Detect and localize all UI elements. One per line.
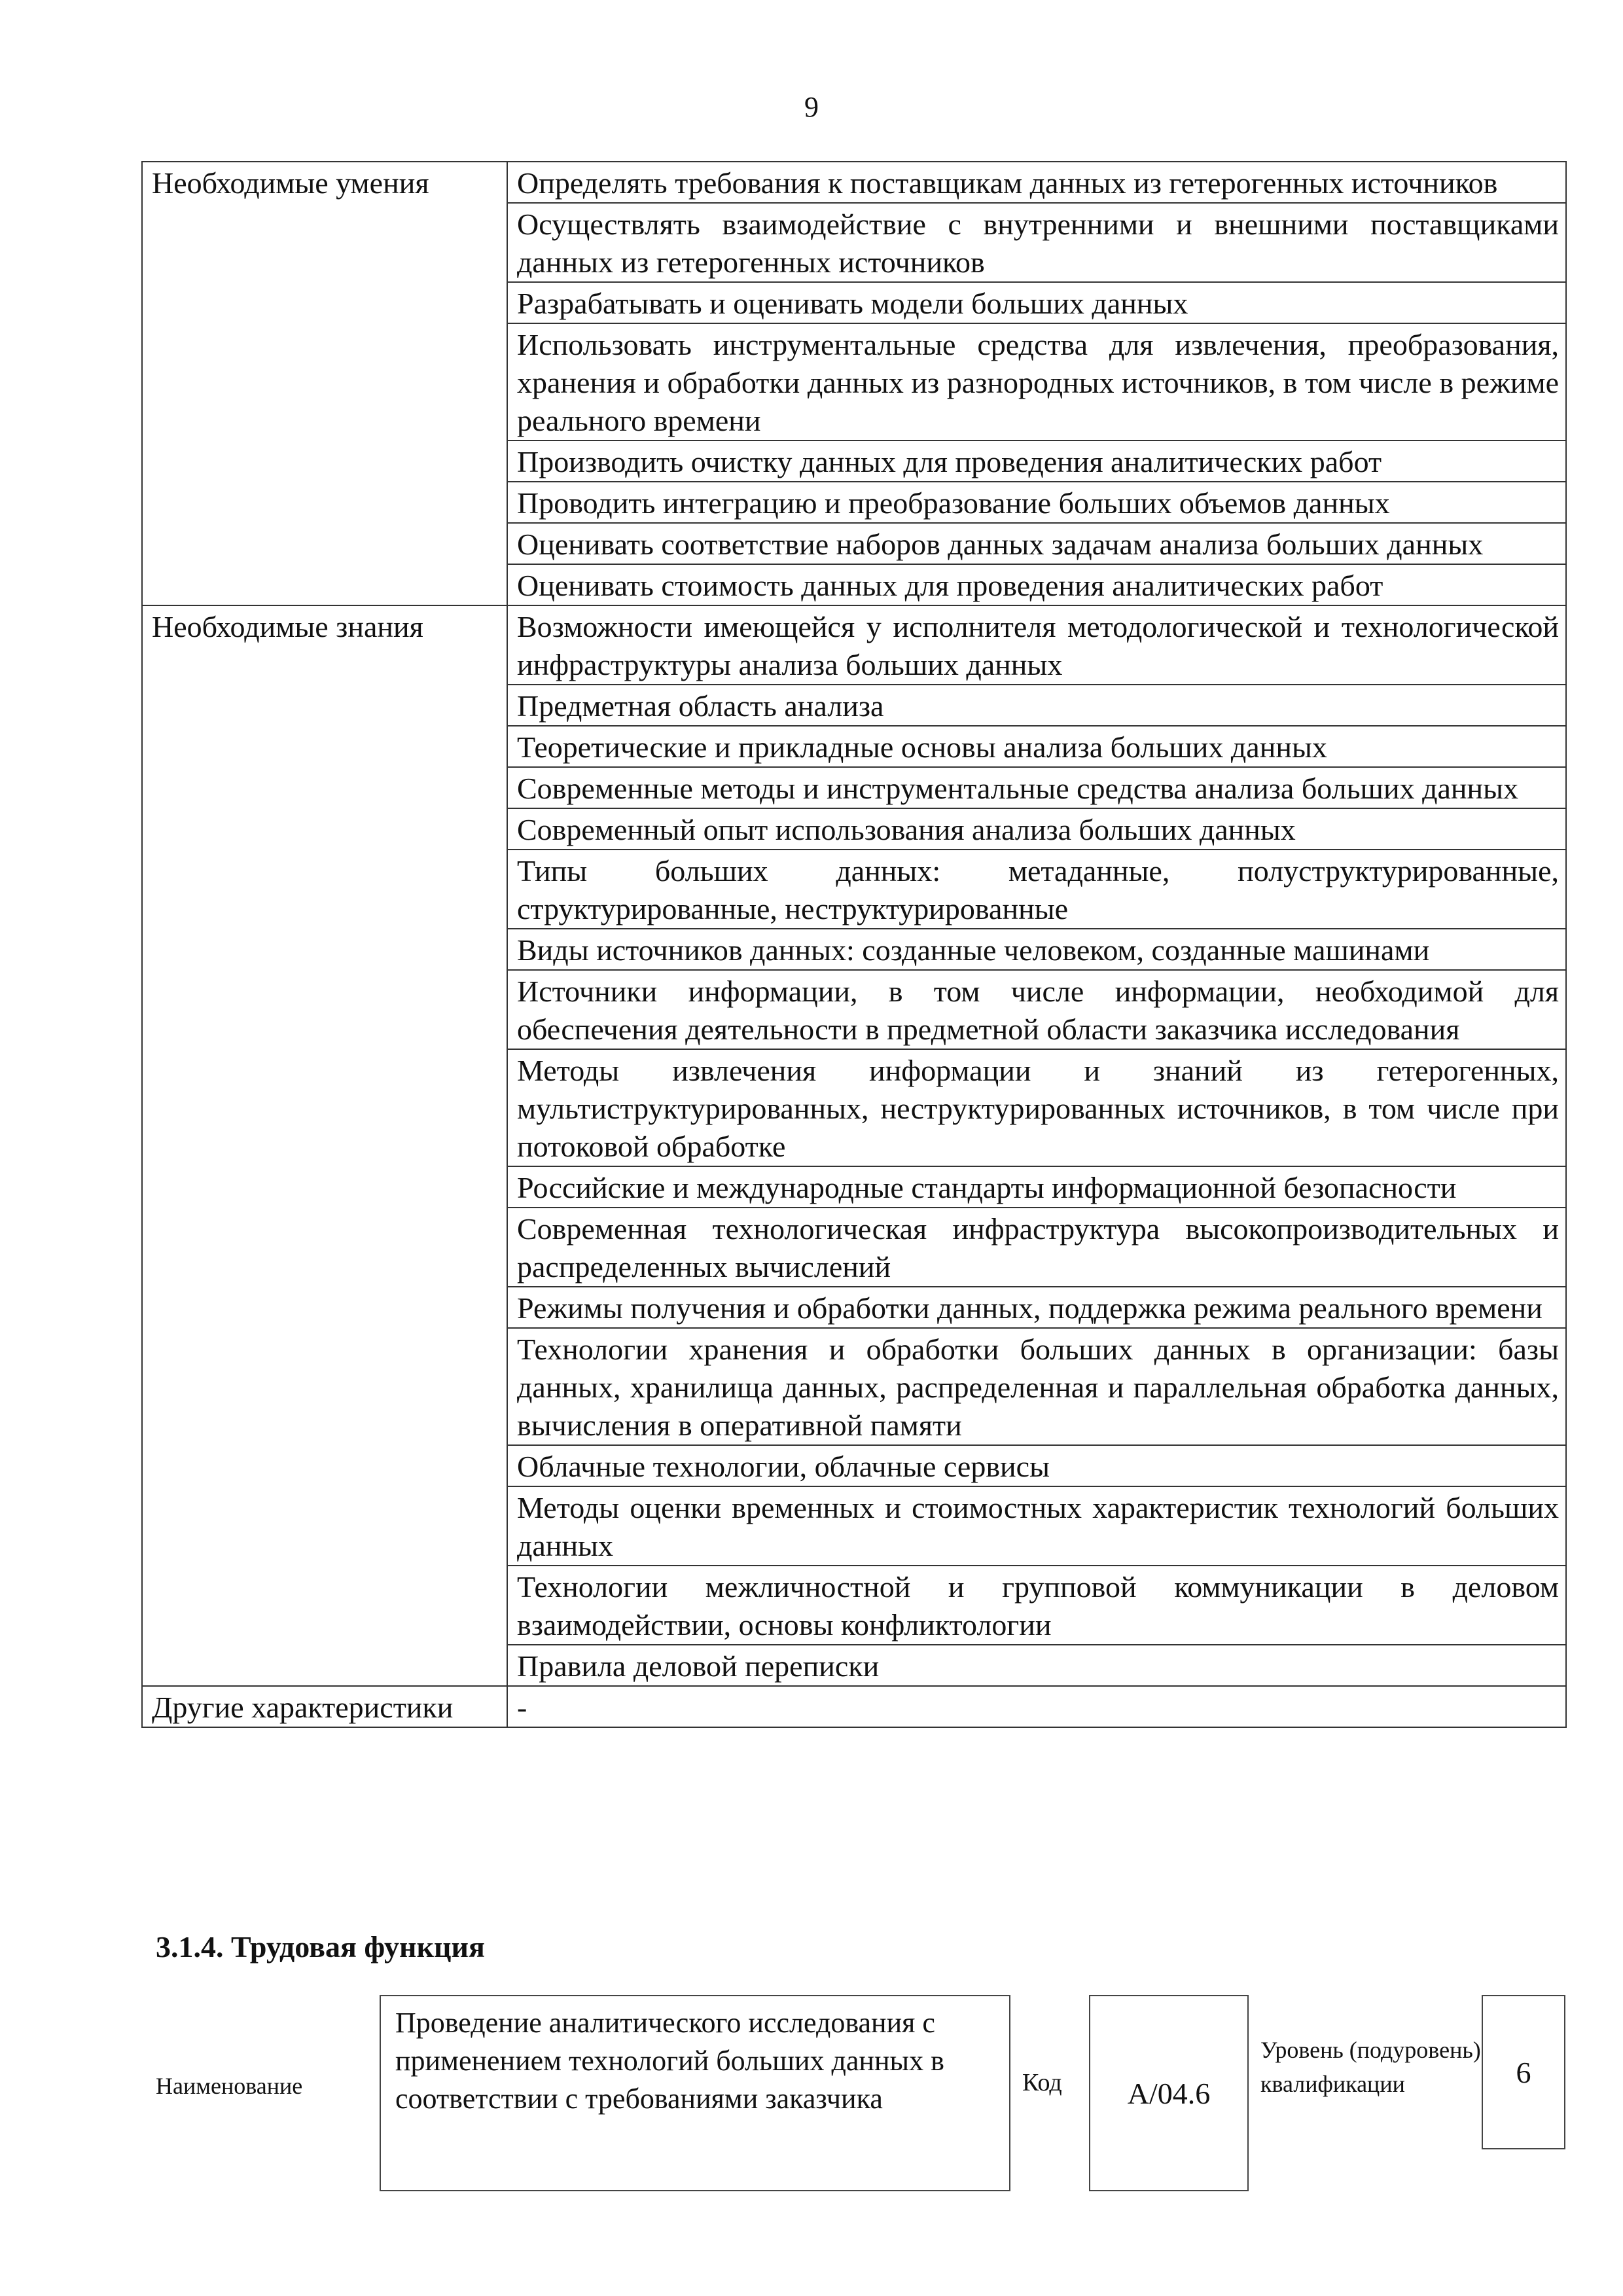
skills-label: Необходимые умения: [142, 162, 507, 605]
knowledge-item: Предметная область анализа: [507, 685, 1566, 726]
knowledge-item: Источники информации, в том числе информации, необходимой для обеспечения деятельности в предметной области заказчика исследования: [507, 970, 1566, 1049]
knowledge-item: Облачные технологии, облачные сервисы: [507, 1445, 1566, 1486]
knowledge-item: Возможности имеющейся у исполнителя методологической и технологической инфраструктуры анализа больших данных: [507, 605, 1566, 685]
labor-function-name-label: Наименование: [156, 2073, 303, 2099]
knowledge-item: Технологии межличностной и групповой коммуникации в деловом взаимодействии, основы конфликтологии: [507, 1566, 1566, 1645]
knowledge-item: Современный опыт использования анализа больших данных: [507, 808, 1566, 850]
other-label: Другие характеристики: [142, 1686, 507, 1727]
skills-item: Разрабатывать и оценивать модели больших данных: [507, 282, 1566, 323]
knowledge-item: Современные методы и инструментальные средства анализа больших данных: [507, 767, 1566, 808]
qualification-level-box: 6: [1482, 1995, 1565, 2149]
requirements-table: [141, 161, 1567, 1728]
skills-item: Использовать инструментальные средства для извлечения, преобразования, хранения и обработки данных из разнородных источников, в том числе в режиме реального времени: [507, 323, 1566, 440]
knowledge-item: Правила деловой переписки: [507, 1645, 1566, 1686]
other-value: -: [507, 1686, 1566, 1727]
knowledge-item: Современная технологическая инфраструктура высокопроизводительных и распределенных вычислений: [507, 1208, 1566, 1287]
skills-item: Проводить интеграцию и преобразование больших объемов данных: [507, 482, 1566, 523]
knowledge-item: Типы больших данных: метаданные, полуструктурированные, структурированные, неструктурированные: [507, 850, 1566, 929]
qualification-level-label: Уровень (подуровень) квалификации: [1260, 2037, 1481, 2097]
skills-item: Осуществлять взаимодействие с внутренними и внешними поставщиками данных из гетерогенных источников: [507, 203, 1566, 282]
skills-item: Определять требования к поставщикам данных из гетерогенных источников: [507, 162, 1566, 203]
page-number: 9: [804, 91, 819, 123]
skills-item: Оценивать стоимость данных для проведения аналитических работ: [507, 564, 1566, 605]
knowledge-item: Технологии хранения и обработки больших данных в организации: базы данных, хранилища данных, распределенная и параллельная обработка данных, вычисления в оперативной памяти: [507, 1328, 1566, 1445]
labor-function-code-label: Код: [1022, 2069, 1062, 2096]
knowledge-item: Методы оценки временных и стоимостных характеристик технологий больших данных: [507, 1486, 1566, 1566]
knowledge-label: Необходимые знания: [142, 605, 507, 1686]
labor-function-code-box: A/04.6: [1089, 1995, 1249, 2191]
skills-item: Производить очистку данных для проведения аналитических работ: [507, 440, 1566, 482]
other-row: [142, 1686, 1566, 1727]
labor-function-name-box: Проведение аналитического исследования с применением технологий больших данных в соответствии с требованиями заказчика: [380, 1995, 1010, 2191]
knowledge-item: Методы извлечения информации и знаний из гетерогенных, мультиструктурированных, неструктурированных источников, в том числе при потоковой обработке: [507, 1049, 1566, 1166]
knowledge-item: Российские и международные стандарты информационной безопасности: [507, 1166, 1566, 1208]
knowledge-item: Режимы получения и обработки данных, поддержка режима реального времени: [507, 1287, 1566, 1328]
knowledge-item: Виды источников данных: созданные человеком, созданные машинами: [507, 929, 1566, 970]
skills-item: Оценивать соответствие наборов данных задачам анализа больших данных: [507, 523, 1566, 564]
knowledge-item: Теоретические и прикладные основы анализа больших данных: [507, 726, 1566, 767]
section-title: 3.1.4. Трудовая функция: [156, 1930, 485, 1964]
skills-row: [142, 162, 1566, 203]
knowledge-row: [142, 605, 1566, 685]
